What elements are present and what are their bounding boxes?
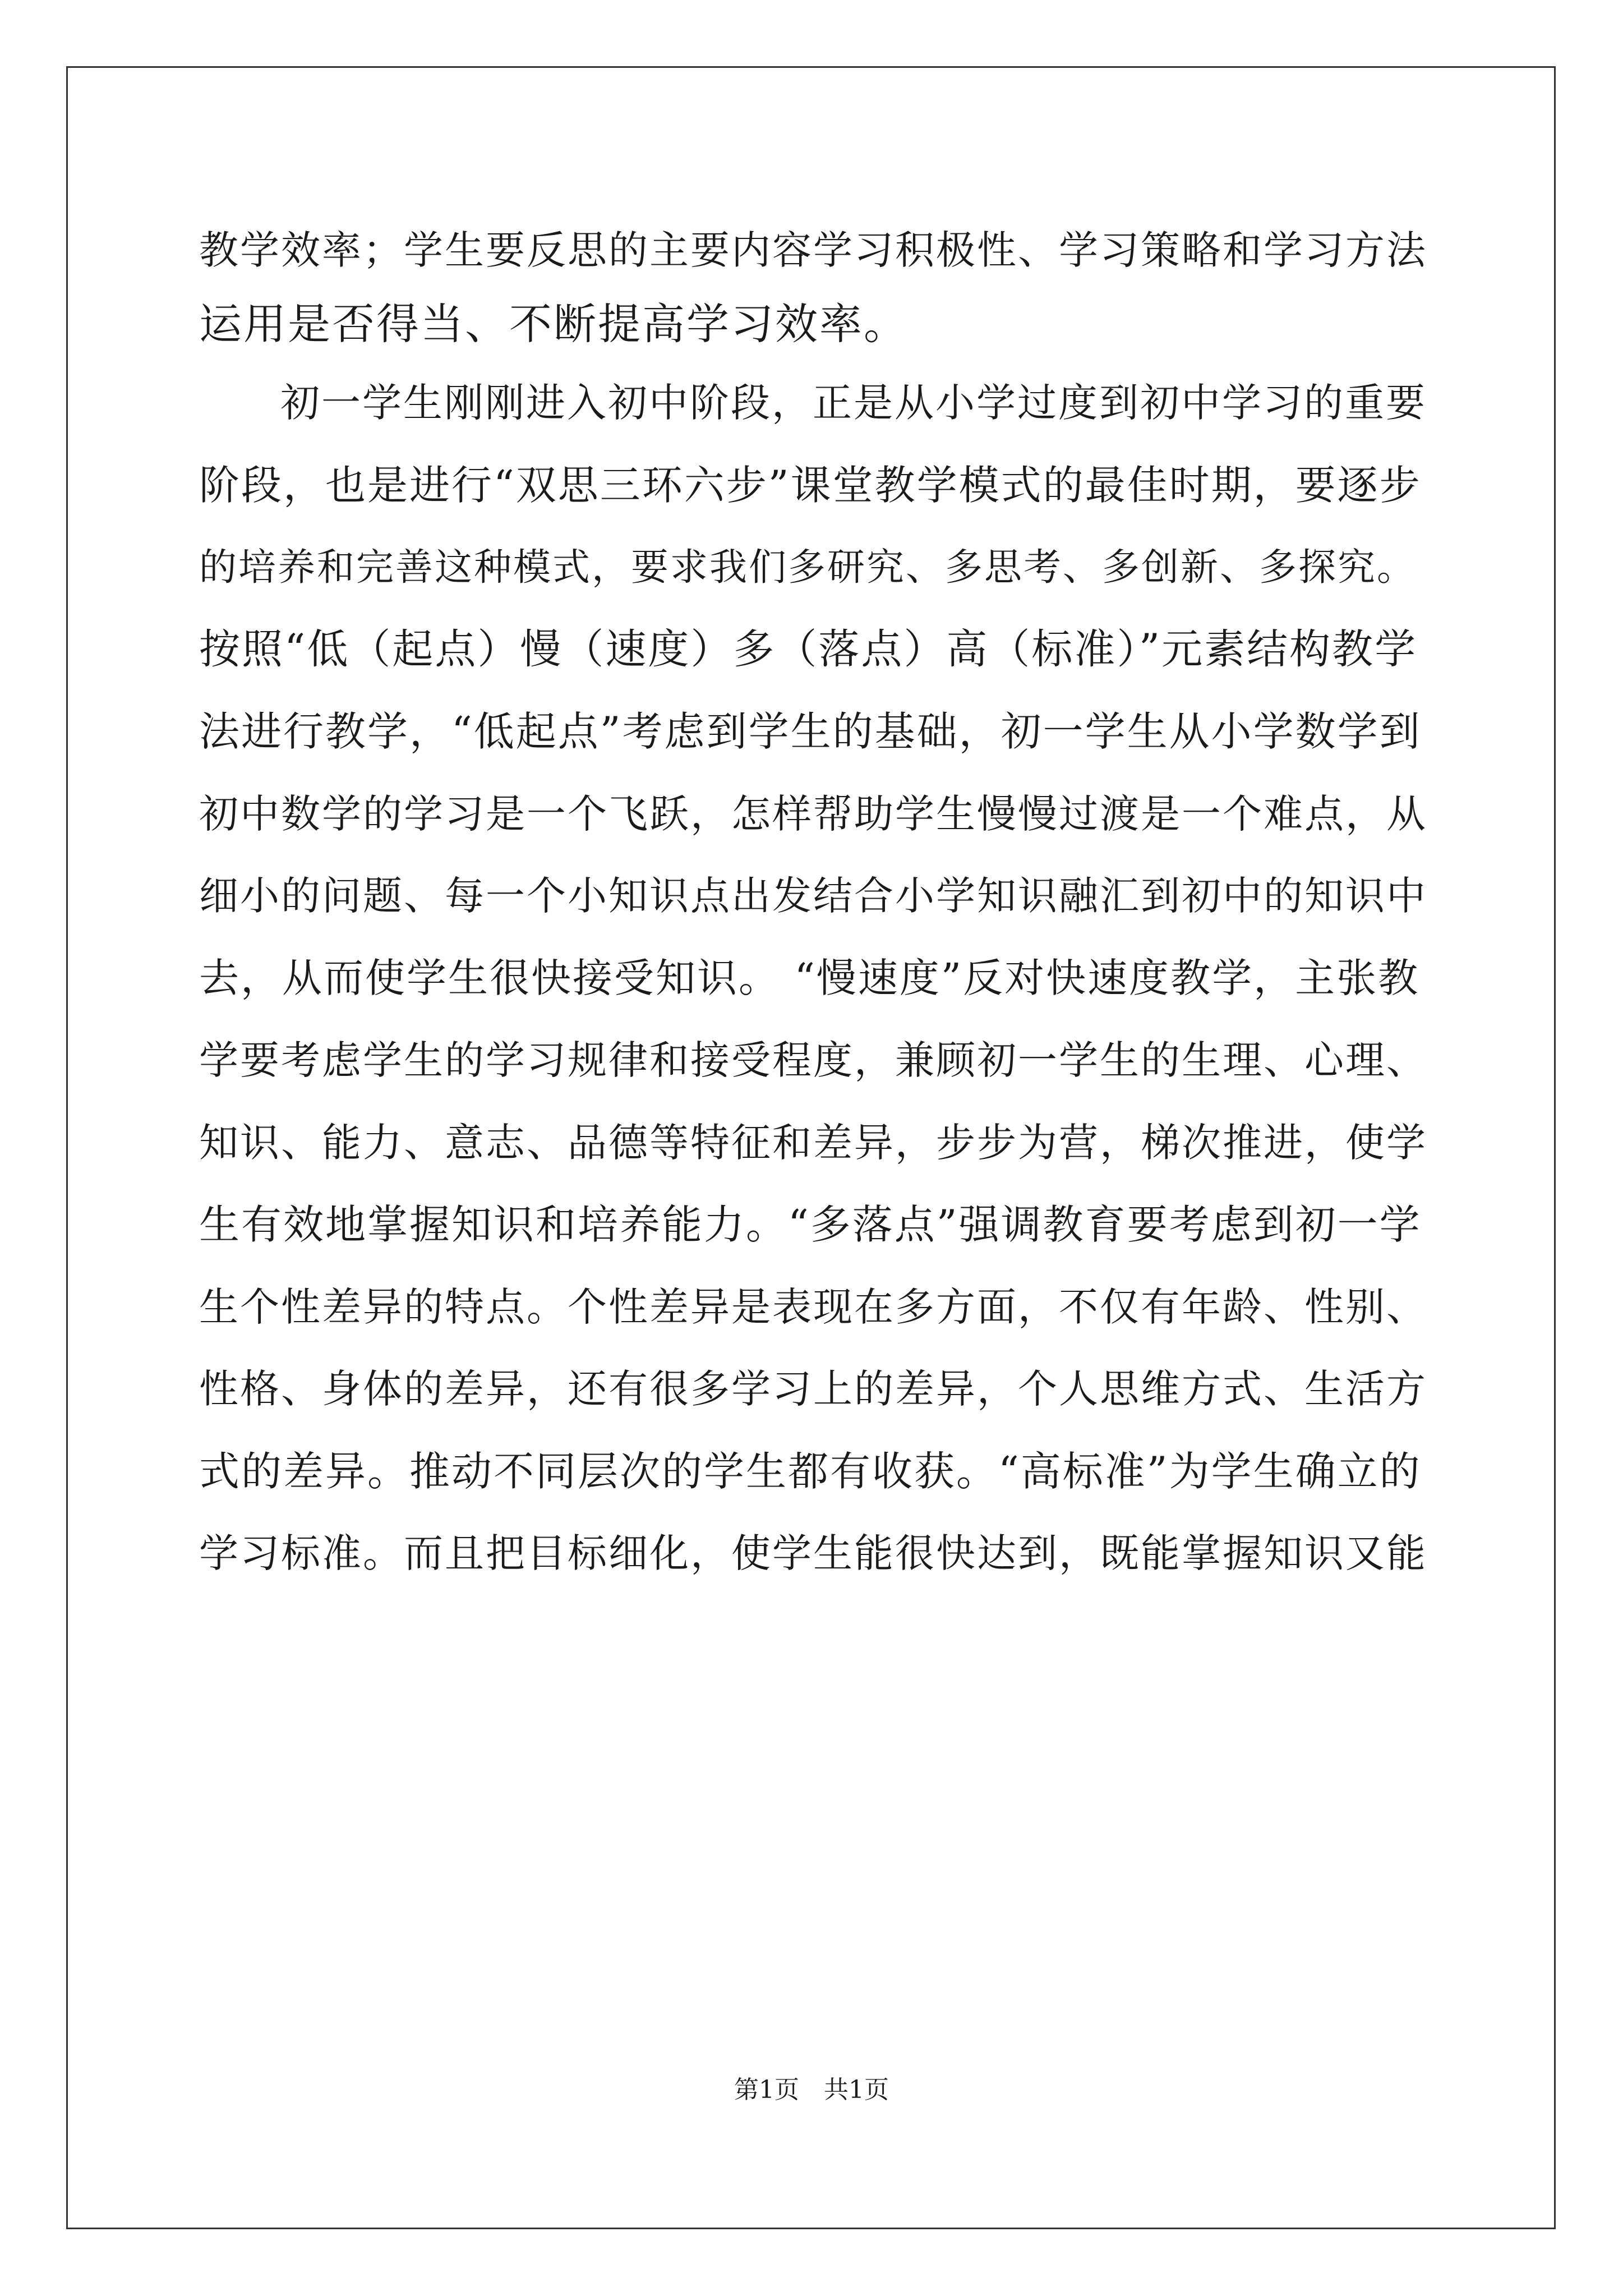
- text-line: 按照“低（起点）慢（速度）多（落点）高（标准）”元素结构教学: [199, 625, 1418, 673]
- text-line: 性格、身体的差异，还有很多学习上的差异，个人思维方式、生活方: [199, 1366, 1427, 1412]
- text-line: 知识、能力、意志、品德等特征和差异，步步为营，梯次推进，使学: [199, 1120, 1427, 1166]
- text-line: 教学效率；学生要反思的主要内容学习积极性、学习策略和学习方法: [199, 227, 1427, 273]
- text-line: 的培养和完善这种模式，要求我们多研究、多思考、多创新、多探究。: [199, 545, 1416, 589]
- text-line: 学要考虑学生的学习规律和接受程度，兼顾初一学生的生理、心理、: [199, 1037, 1427, 1083]
- text-line: 阶段，也是进行“双思三环六步”课堂教学模式的最佳时期，要逐步: [199, 462, 1422, 509]
- text-line: 法进行教学，“低起点”考虑到学生的基础，初一学生从小学数学到: [199, 708, 1422, 755]
- page-footer: 第1页 共1页: [734, 2076, 889, 2104]
- text-line: 生个性差异的特点。个性差异是表现在多方面，不仅有年龄、性别、: [199, 1284, 1427, 1330]
- text-line: 运用是否得当、不断提高学习效率。: [199, 299, 908, 349]
- text-line: 初一学生刚刚进入初中阶段，正是从小学过度到初中学习的重要: [280, 380, 1427, 426]
- text-line: 学习标准。而且把目标细化，使学生能很快达到，既能掌握知识又能: [199, 1530, 1427, 1576]
- text-line: 细小的问题、每一个小知识点出发结合小学知识融汇到初中的知识中: [199, 873, 1427, 919]
- text-line: 式的差异。推动不同层次的学生都有收获。“高标准”为学生确立的: [199, 1448, 1422, 1495]
- text-line: 初中数学的学习是一个飞跃，怎样帮助学生慢慢过渡是一个难点，从: [199, 791, 1427, 837]
- text-line: 去，从而使学生很快接受知识。 “慢速度”反对快速度教学，主张教: [199, 955, 1420, 1001]
- text-line: 生有效地掌握知识和培养能力。“多落点”强调教育要考虑到初一学: [199, 1201, 1422, 1248]
